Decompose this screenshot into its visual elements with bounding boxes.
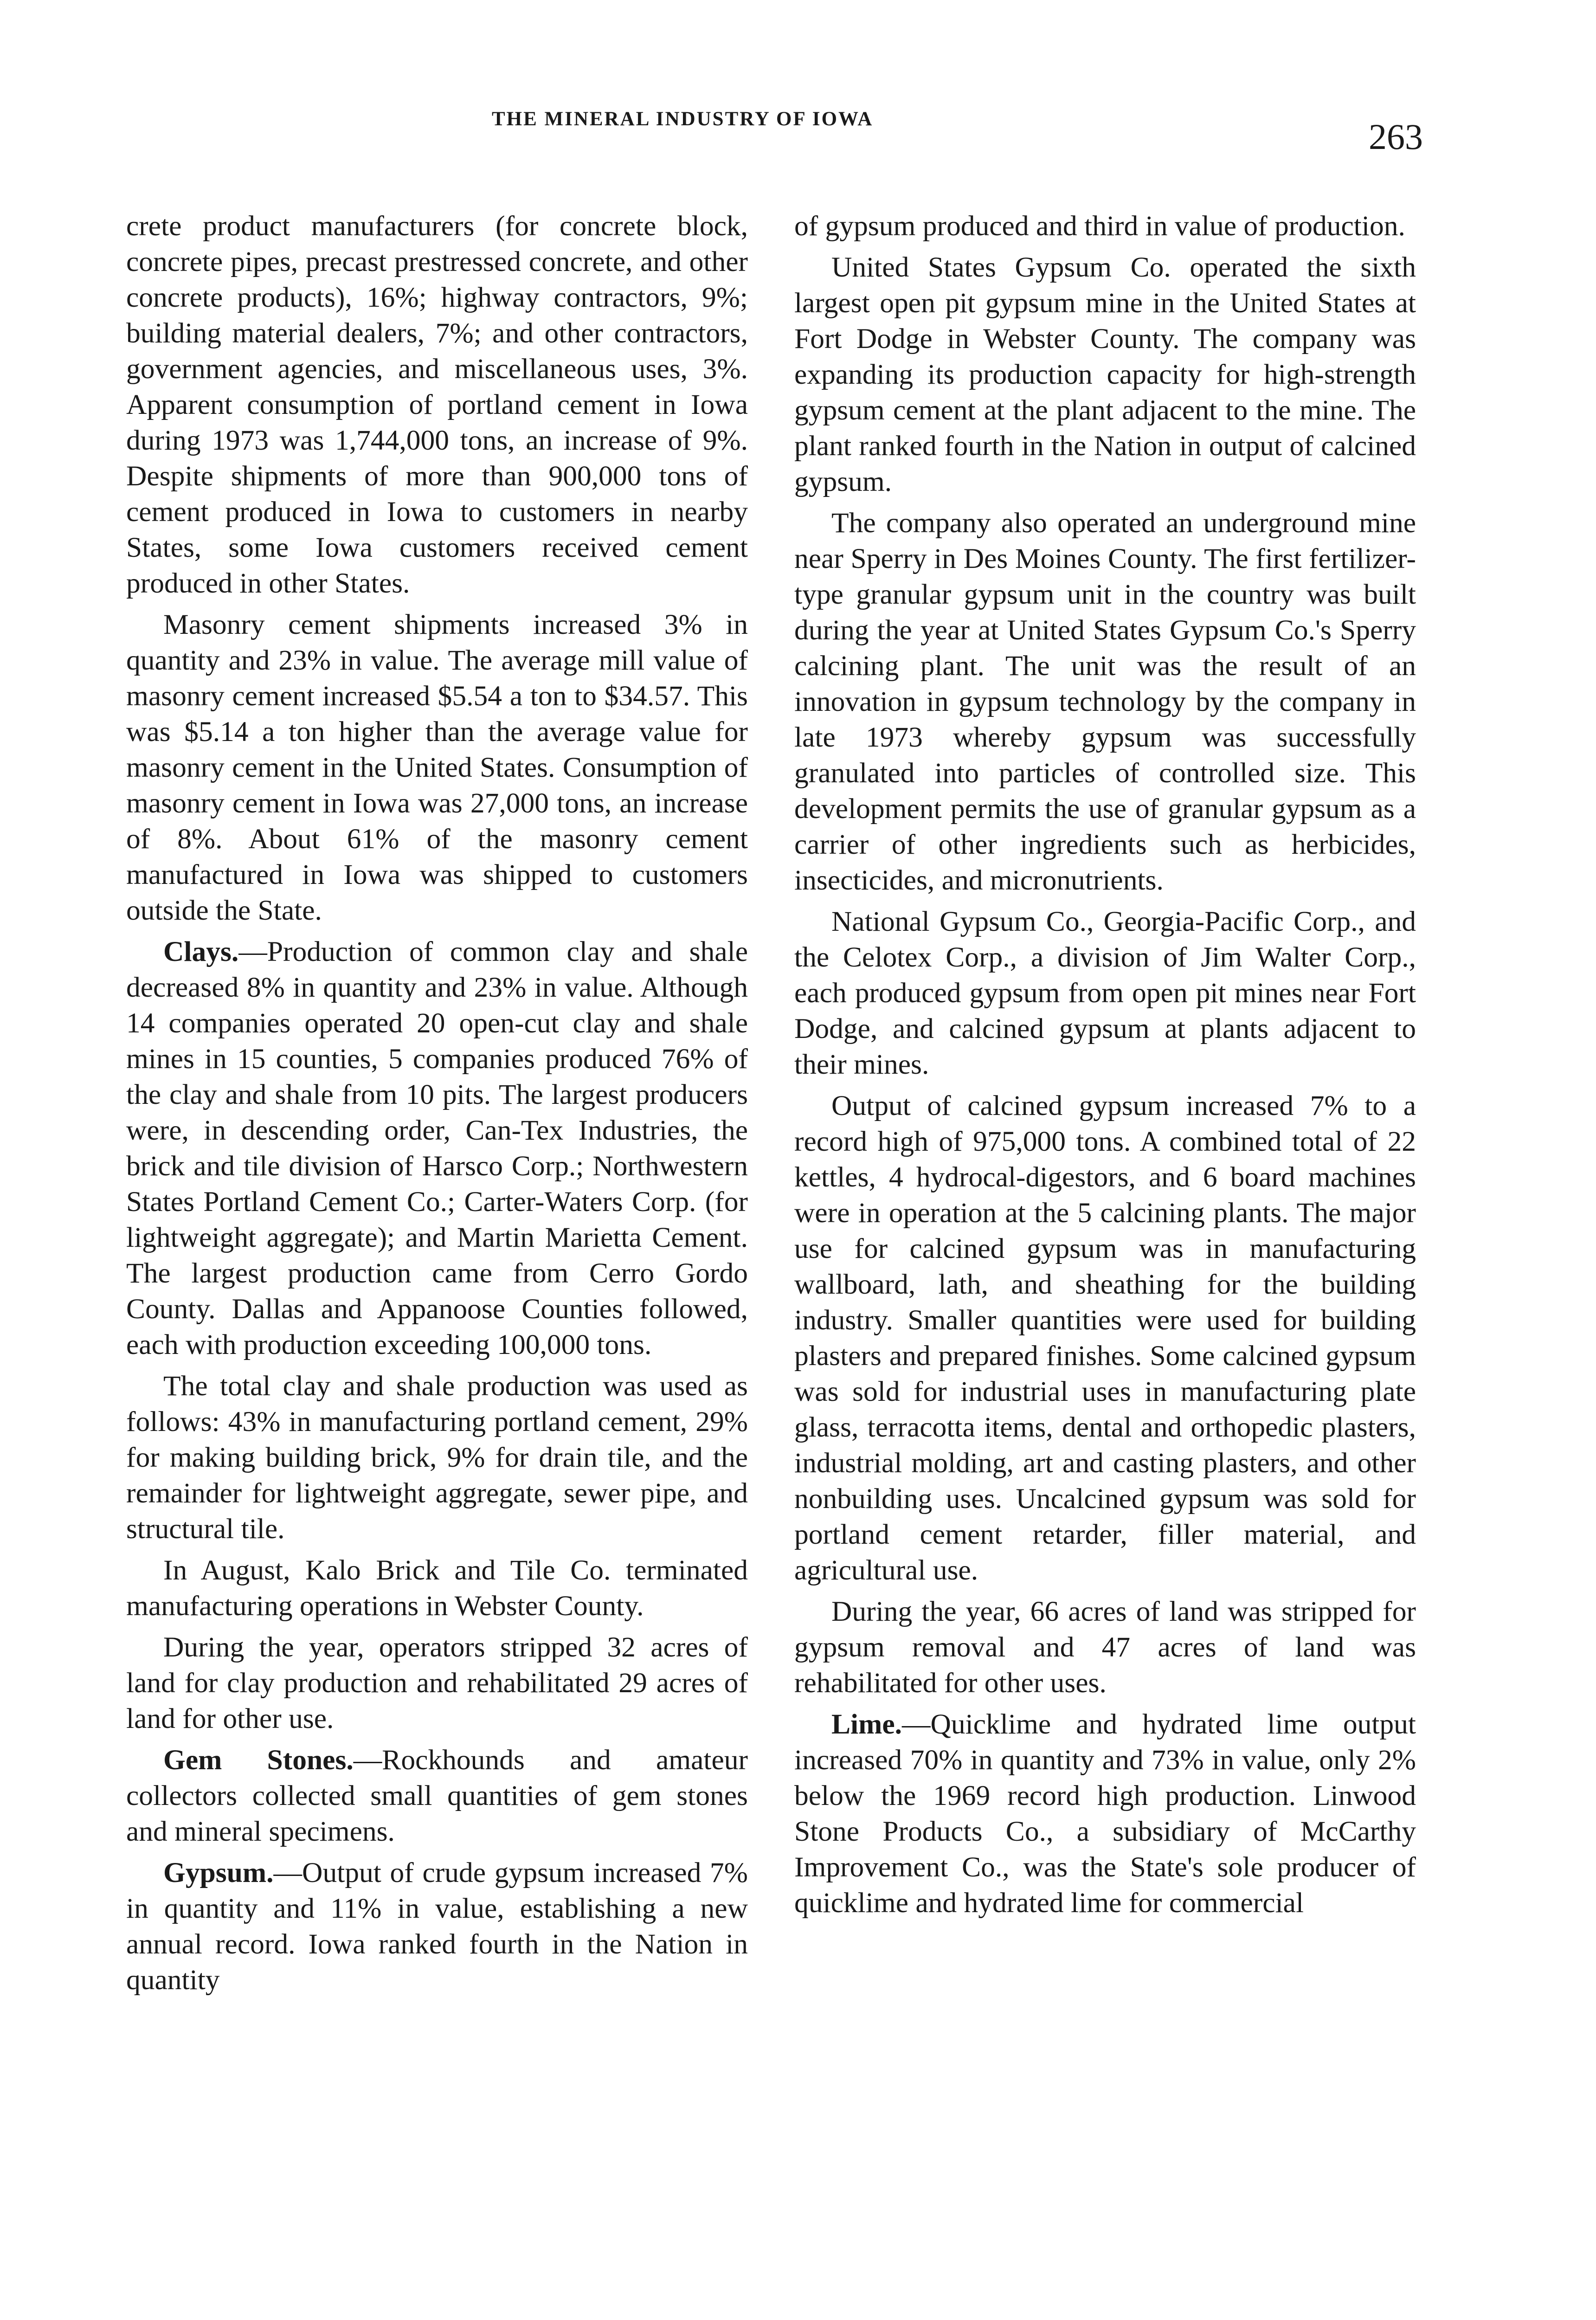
paragraph (126, 1855, 748, 1998)
section-heading: Gem Stones. (163, 1744, 354, 1776)
paragraph: In August, Kalo Brick and Tile Co. terminated manufacturing operations in Webster County. (126, 1554, 748, 1622)
paragraph: of gypsum produced and third in value of production. (794, 210, 1405, 242)
page-number: 263 (1369, 116, 1423, 157)
paragraph (126, 934, 748, 1363)
paragraph-text: —Quicklime and hydrated lime output increased 70% in quantity and 73% in value, only 2% below the 1969 record high production. Linwood Stone Products Co., a subsidiary of McCarthy Improvement Co., was the State's sole producer of quicklime and hydrated lime for commercial (794, 1708, 1416, 1919)
paragraph: Masonry cement shipments increased 3% in quantity and 23% in value. The average mill value of masonry cement increased $5.54 a ton to $34.57. This was $5.14 a ton higher than the average value for masonry cement in the United States. Consumption of masonry cement in Iowa was 27,000 tons, an increase of 8%. About 61% of the masonry cement manufactured in Iowa was shipped to customers outside the State. (126, 609, 748, 926)
section-heading: Clays. (163, 936, 239, 967)
left-column (126, 208, 748, 2004)
paragraph (126, 1742, 748, 1850)
paragraph: During the year, 66 acres of land was stripped for gypsum removal and 47 acres of land was rehabilitated for other uses. (794, 1596, 1416, 1699)
right-column (794, 208, 1416, 1927)
running-title: THE MINERAL INDUSTRY OF IOWA (492, 108, 874, 130)
paragraph: National Gypsum Co., Georgia-Pacific Corp., and the Celotex Corp., a division of Jim Walter Corp., each produced gypsum from open pit mines near Fort Dodge, and calcined gypsum at plants adjacent to their mines. (794, 906, 1416, 1080)
paragraph: crete product manufacturers (for concrete block, concrete pipes, precast prestressed concrete, and other concrete products), 16%; highway contractors, 9%; building material dealers, 7%; and other contractors, government agencies, and miscellaneous uses, 3%. Apparent consumption of portland cement in Iowa during 1973 was 1,744,000 tons, an increase of 9%. Despite shipments of more than 900,000 tons of cement produced in Iowa to customers in nearby States, some Iowa customers received cement produced in other States. (126, 210, 748, 599)
paragraph (794, 1707, 1416, 1921)
paragraph: The company also operated an underground mine near Sperry in Des Moines County. The first fertilizer-type granular gypsum unit in the country was built during the year at United States Gypsum Co.'s Sperry calcining plant. The unit was the result of an innovation in gypsum technology by the company in late 1973 whereby gypsum was successfully granulated into particles of controlled size. This development permits the use of granular gypsum as a carrier of other ingredients such as herbicides, insecticides, and micronutrients. (794, 507, 1416, 896)
paragraph: Output of calcined gypsum increased 7% to a record high of 975,000 tons. A combined total of 22 kettles, 4 hydrocal-digestors, and 6 board machines were in operation at the 5 calcining plants. The major use for calcined gypsum was in manufacturing wallboard, lath, and sheathing for the building industry. Smaller quantities were used for building plasters and prepared finishes. Some calcined gypsum was sold for industrial uses in manufacturing plate glass, terracotta items, dental and orthopedic plasters, industrial molding, art and casting plasters, and other nonbuilding uses. Uncalcined gypsum was sold for portland cement retarder, filler material, and agricultural use. (794, 1090, 1416, 1586)
paragraph: During the year, operators stripped 32 acres of land for clay production and rehabilitated 29 acres of land for other use. (126, 1631, 748, 1734)
section-heading: Gypsum. (163, 1857, 274, 1888)
paragraph-text: —Rockhounds and amateur collectors collected small quantities of gem stones and mineral specimens. (126, 1744, 748, 1847)
paragraph-text: —Production of common clay and shale decreased 8% in quantity and 23% in value. Although 14 companies operated 20 open-cut clay and shale mines in 15 counties, 5 companies produced 76% of the clay and shale from 10 pits. The largest producers were, in descending order, Can-Tex Industries, the brick and tile division of Harsco Corp.; Northwestern States Portland Cement Co.; Carter-Waters Corp. (for lightweight aggregate); and Martin Marietta Cement. The largest production came from Cerro Gordo County. Dallas and Appanoose Counties followed, each with production exceeding 100,000 tons. (126, 936, 748, 1360)
paragraph-text: —Output of crude gypsum increased 7% in quantity and 11% in value, establishing a new annual record. Iowa ranked fourth in the Nation in quantity (126, 1857, 748, 1996)
paragraph: The total clay and shale production was used as follows: 43% in manufacturing portland cement, 29% for making building brick, 9% for drain tile, and the remainder for lightweight aggregate, sewer pipe, and structural tile. (126, 1370, 748, 1545)
paragraph: United States Gypsum Co. operated the sixth largest open pit gypsum mine in the United States at Fort Dodge in Webster County. The company was expanding its production capacity for high-strength gypsum cement at the plant adjacent to the mine. The plant ranked fourth in the Nation in output of calcined gypsum. (794, 251, 1416, 497)
section-heading: Lime. (831, 1708, 902, 1740)
